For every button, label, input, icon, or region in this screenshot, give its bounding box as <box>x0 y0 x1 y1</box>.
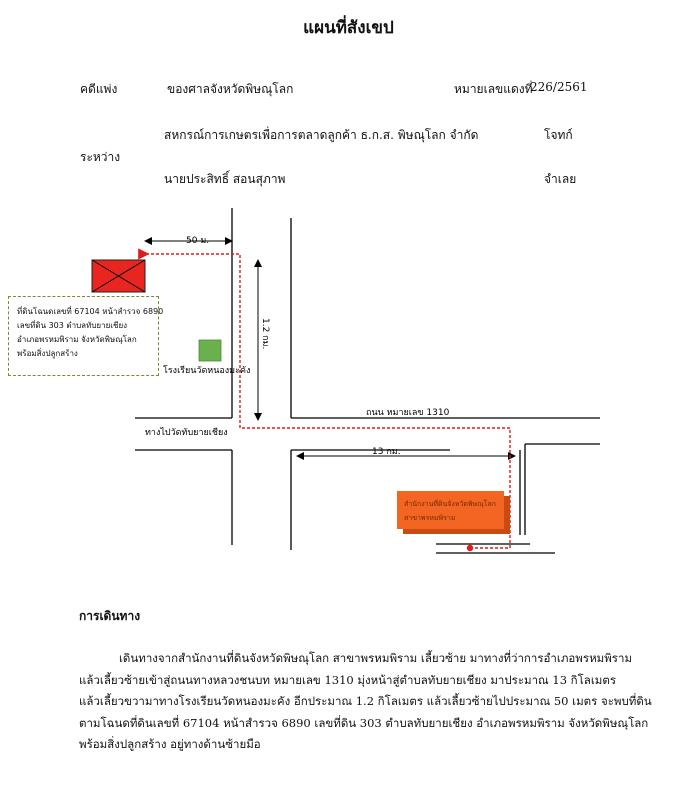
defendant-role: จำเลย <box>544 172 577 186</box>
office-marker <box>397 491 504 529</box>
land-info-line: อำเภอพรหมพิราม จังหวัดพิษณุโลก <box>17 335 137 344</box>
dist-13km-label: 13 กม. <box>372 447 401 457</box>
case-number: 226/2561 <box>530 80 588 94</box>
dist-50m-label: 50 ม. <box>186 236 210 246</box>
land-plot-marker <box>92 260 145 292</box>
road-to-label: ทางไปวัดทับยายเชียง <box>145 428 228 438</box>
directions-line: แล้วเลี้ยวซ้ายเข้าสู่ถนนทางหลวงชนบท หมายเลข 1310 มุ่งหน้าสู่ตำบลทับยายเชียง มาประมาณ 13 กิโลเมตร <box>79 672 617 687</box>
directions-line: ตามโฉนดที่ดินเลขที่ 67104 หน้าสำรวจ 6890 เลขที่ดิน 303 ตำบลทับยายเชียง อำเภอพรหมพิราม จังหวัดพิษณุโลก <box>79 715 649 730</box>
school-marker <box>199 340 221 361</box>
land-info-line: เลขที่ดิน 303 ตำบลทับยายเชียง <box>17 321 128 330</box>
defendant-name: นายประสิทธิ์ สอนสุภาพ <box>164 172 286 186</box>
start-point <box>467 545 473 551</box>
between-label: ระหว่าง <box>80 150 121 164</box>
directions-text <box>79 648 652 756</box>
directions-line: แล้วเลี้ยวขวามาทางโรงเรียนวัดหนองมะคัง อีกประมาณ 1.2 กิโลเมตร แล้วเลี้ยวซ้ายไปประมาณ 50 เมตร จะพบที่ดิน <box>79 694 652 709</box>
office-label-1: สำนักงานที่ดินจังหวัดพิษณุโลก <box>404 500 496 508</box>
page-title: แผนที่สังเขป <box>303 18 394 38</box>
directions-line: พร้อมสิ่งปลูกสร้าง อยู่ทางด้านซ้ายมือ <box>79 737 261 752</box>
land-info-line: ที่ดินโฉนดเลขที่ 67104 หน้าสำรวจ 6890 <box>17 307 164 316</box>
land-info-box <box>8 296 164 376</box>
dist-12km-label: 1.2 กม. <box>260 318 270 350</box>
plaintiff-role: โจทก์ <box>544 128 573 142</box>
school-label: โรงเรียนวัดหนองมะคัง <box>163 366 251 376</box>
directions-line: เดินทางจากสำนักงานที่ดินจังหวัดพิษณุโลก สาขาพรหมพิราม เลี้ยวซ้าย มาทางที่ว่าการอำเภอพรหมพิราม <box>119 651 633 665</box>
case-type: คดีแพ่ง <box>80 82 118 96</box>
road-lines <box>135 208 600 553</box>
office-label-2: สาขาพรหมพิราม <box>404 514 456 522</box>
road-label: ถนน หมายเลข 1310 <box>366 408 450 418</box>
court-name: ของศาลจังหวัดพิษณุโลก <box>167 82 294 96</box>
case-number-label: หมายเลขแดงที่ <box>454 82 533 96</box>
plaintiff-name: สหกรณ์การเกษตรเพื่อการตลาดลูกค้า ธ.ก.ส. พิษณุโลก จำกัด <box>164 128 479 142</box>
land-info-line: พร้อมสิ่งปลูกสร้าง <box>17 349 78 358</box>
directions-heading: การเดินทาง <box>79 609 141 623</box>
